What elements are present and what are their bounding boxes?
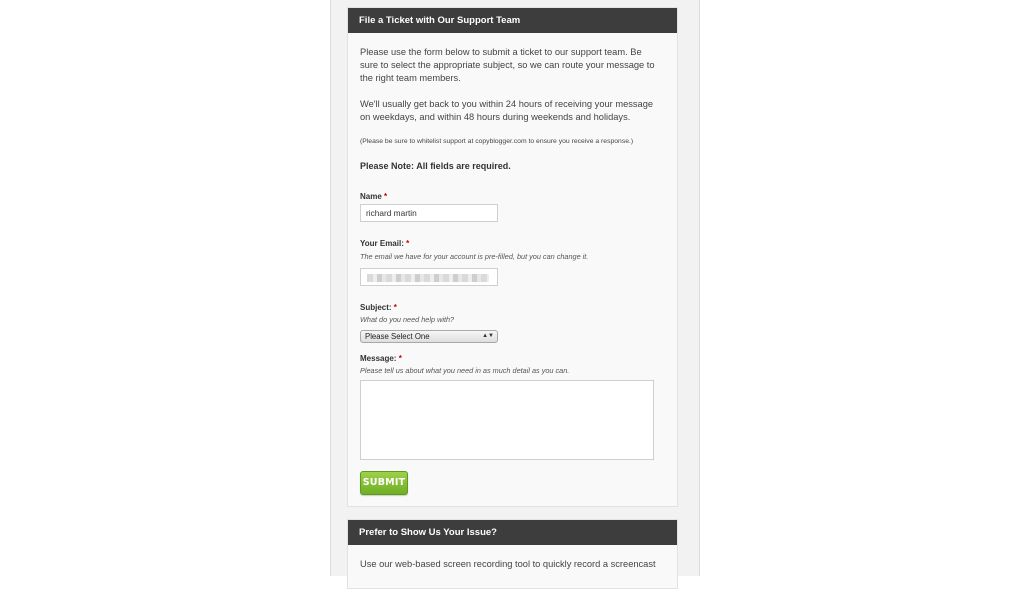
subject-hint: What do you need help with? [360,315,455,324]
message-textarea[interactable] [360,380,654,460]
message-hint: Please tell us about what you need in as much detail as you can. [360,366,570,375]
name-input[interactable]: richard martin [360,204,498,222]
name-label-text: Name [360,192,382,201]
message-label [360,354,402,363]
email-hint: The email we have for your account is pre-filled, but you can change it. [360,252,589,261]
subject-label [360,303,397,312]
message-label-text: Message: [360,354,397,363]
required-marker: * [393,303,397,312]
content-column [330,0,700,576]
show-issue-panel [347,519,678,589]
submit-button[interactable]: SUBMIT [360,471,408,495]
name-label [360,192,387,201]
subject-select-value: Please Select One [365,332,430,341]
chevron-updown-icon: ▲▼ [482,333,494,339]
ticket-panel-header: File a Ticket with Our Support Team [348,8,677,33]
subject-label-text: Subject: [360,303,392,312]
ticket-panel [347,7,678,507]
required-marker: * [406,239,410,248]
required-marker: * [384,192,388,201]
required-note: Please Note: All fields are required. [360,161,511,171]
email-label [360,239,409,248]
intro-text: Please use the form below to submit a ticket to our support team. Be sure to select the appropriate subject, so we can route your message to the right team members. [360,47,655,83]
show-issue-panel-header: Prefer to Show Us Your Issue? [348,520,677,545]
redacted-email [367,274,489,282]
email-label-text: Your Email: [360,239,404,248]
response-time-text: We'll usually get back to you within 24 hours of receiving your message on weekdays, and within 48 hours during weekends and holidays. [360,99,654,122]
email-input[interactable] [360,268,498,286]
required-marker: * [398,354,402,363]
whitelist-note: (Please be sure to whitelist support at copyblogger.com to ensure you receive a response.) [360,138,634,145]
show-issue-text: Use our web-based screen recording tool to quickly record a screencast [360,559,656,569]
subject-select[interactable] [360,330,498,343]
